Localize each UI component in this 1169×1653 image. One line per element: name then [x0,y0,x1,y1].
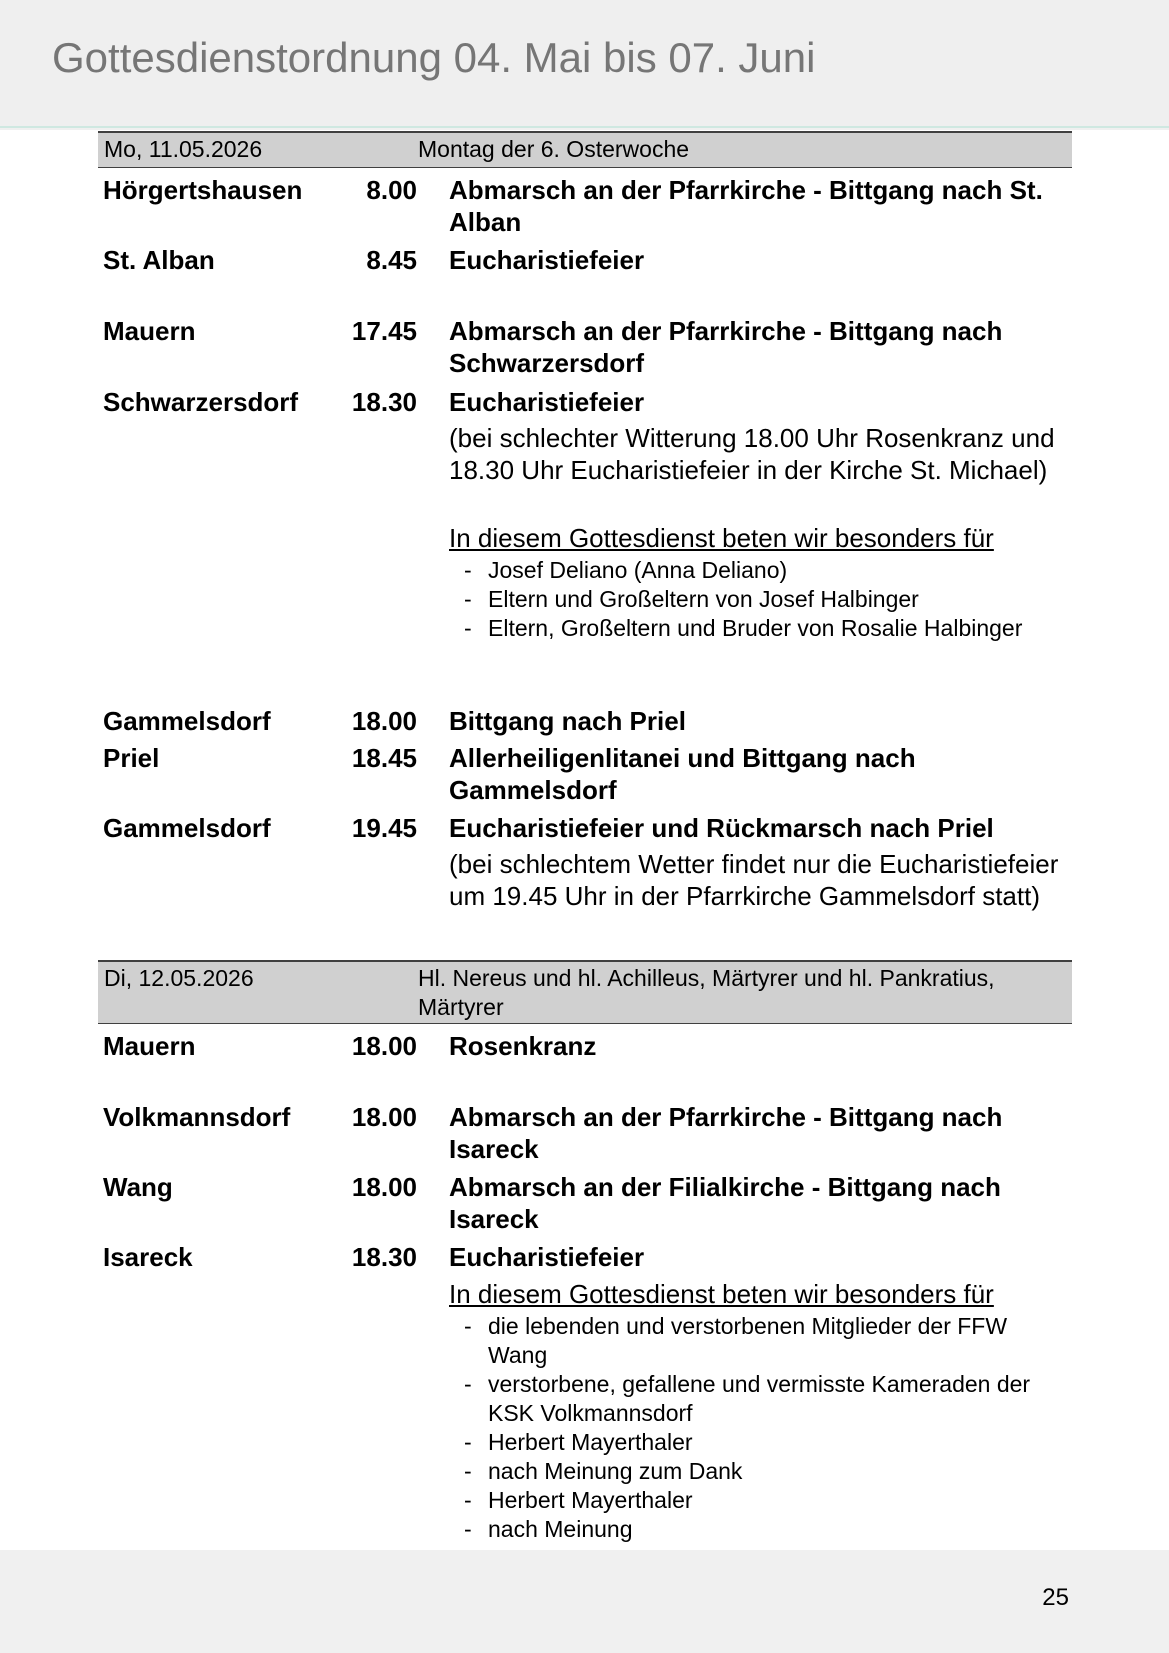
entry-description: Abmarsch an der Pfarrkirche - Bittgang nach Schwarzersdorf [449,316,1003,378]
entry-time: 17.45 [351,316,417,346]
prayer-intention: - nach Meinung [458,1515,1068,1544]
entry-description: Eucharistiefeier [449,245,645,275]
entry-description: Eucharistiefeier und Rückmarsch nach Priel [449,813,994,843]
entry-description: Rosenkranz [449,1031,597,1061]
entry-time: 8.00 [366,175,417,205]
entry-place: Mauern [103,316,196,346]
prayer-intention: - Eltern und Großeltern von Josef Halbinger [458,585,1068,614]
day-name: Montag der 6. Osterwoche [418,136,690,162]
day-name: Hl. Nereus und hl. Achilleus, Märtyrer und hl. Pankratius, Märtyrer [418,965,995,1020]
entry-time: 8.45 [366,245,417,275]
entry-description: Abmarsch an der Pfarrkirche - Bittgang nach St. Alban [449,175,1043,237]
entry-place: Gammelsdorf [103,706,271,736]
entry-description: Eucharistiefeier [449,387,645,417]
prayer-intention: - nach Meinung zum Dank [458,1457,1068,1486]
schedule-content [0,130,1169,1550]
entry-time: 18.00 [351,706,417,736]
entry-place: Hörgertshausen [103,175,303,205]
day-date: Di, 12.05.2026 [104,965,254,991]
day-header [98,960,1072,1024]
entry-time: 18.00 [351,1031,417,1061]
prayer-intention: - die lebenden und verstorbenen Mitglieder der FFW Wang [458,1312,1068,1370]
page-number: 25 [1042,1584,1069,1611]
day-date: Mo, 11.05.2026 [104,136,263,162]
page-footer [0,1550,1169,1653]
entry-time: 18.45 [351,743,417,773]
entry-description: Allerheiligenlitanei und Bittgang nach Gammelsdorf [449,743,916,805]
entry-place: Gammelsdorf [103,813,271,843]
entry-time: 18.00 [351,1172,417,1202]
entry-description: Abmarsch an der Filialkirche - Bittgang nach Isareck [449,1172,1001,1234]
entry-note: (bei schlechtem Wetter findet nur die Eucharistiefeier um 19.45 Uhr in der Pfarrkirche Gammelsdorf statt) [449,849,1059,911]
entry-description: Abmarsch an der Pfarrkirche - Bittgang nach Isareck [449,1102,1003,1164]
entry-place: Volkmannsdorf [103,1102,291,1132]
page-header [0,0,1169,128]
prayer-intention: - Josef Deliano (Anna Deliano) [458,556,1068,585]
entry-place: Mauern [103,1031,196,1061]
entry-place: Isareck [103,1242,193,1272]
entry-time: 19.45 [351,813,417,843]
prayer-intentions-list [458,1312,1068,1544]
day-header [98,131,1072,168]
entry-place: St. Alban [103,245,215,275]
prayer-intentions-title: In diesem Gottesdienst beten wir besonders für [449,1279,994,1309]
entry-time: 18.30 [351,1242,417,1272]
prayer-intentions-title: In diesem Gottesdienst beten wir besonders für [449,523,994,553]
prayer-intentions-list [458,556,1068,643]
prayer-intention: - verstorbene, gefallene und vermisste Kameraden der KSK Volkmannsdorf [458,1370,1068,1428]
prayer-intention: - Herbert Mayerthaler [458,1428,1068,1457]
prayer-intention: - Herbert Mayerthaler [458,1486,1068,1515]
entry-description: Eucharistiefeier [449,1242,645,1272]
entry-note: (bei schlechter Witterung 18.00 Uhr Rosenkranz und 18.30 Uhr Eucharistiefeier in der Kirche St. Michael) [449,423,1055,485]
page-title: Gottesdienstordnung 04. Mai bis 07. Juni [52,34,816,81]
entry-time: 18.30 [351,387,417,417]
entry-description: Bittgang nach Priel [449,706,686,736]
prayer-intention: - Eltern, Großeltern und Bruder von Rosalie Halbinger [458,614,1068,643]
entry-place: Schwarzersdorf [103,387,299,417]
entry-place: Priel [103,743,160,773]
entry-time: 18.00 [351,1102,417,1132]
entry-place: Wang [103,1172,173,1202]
